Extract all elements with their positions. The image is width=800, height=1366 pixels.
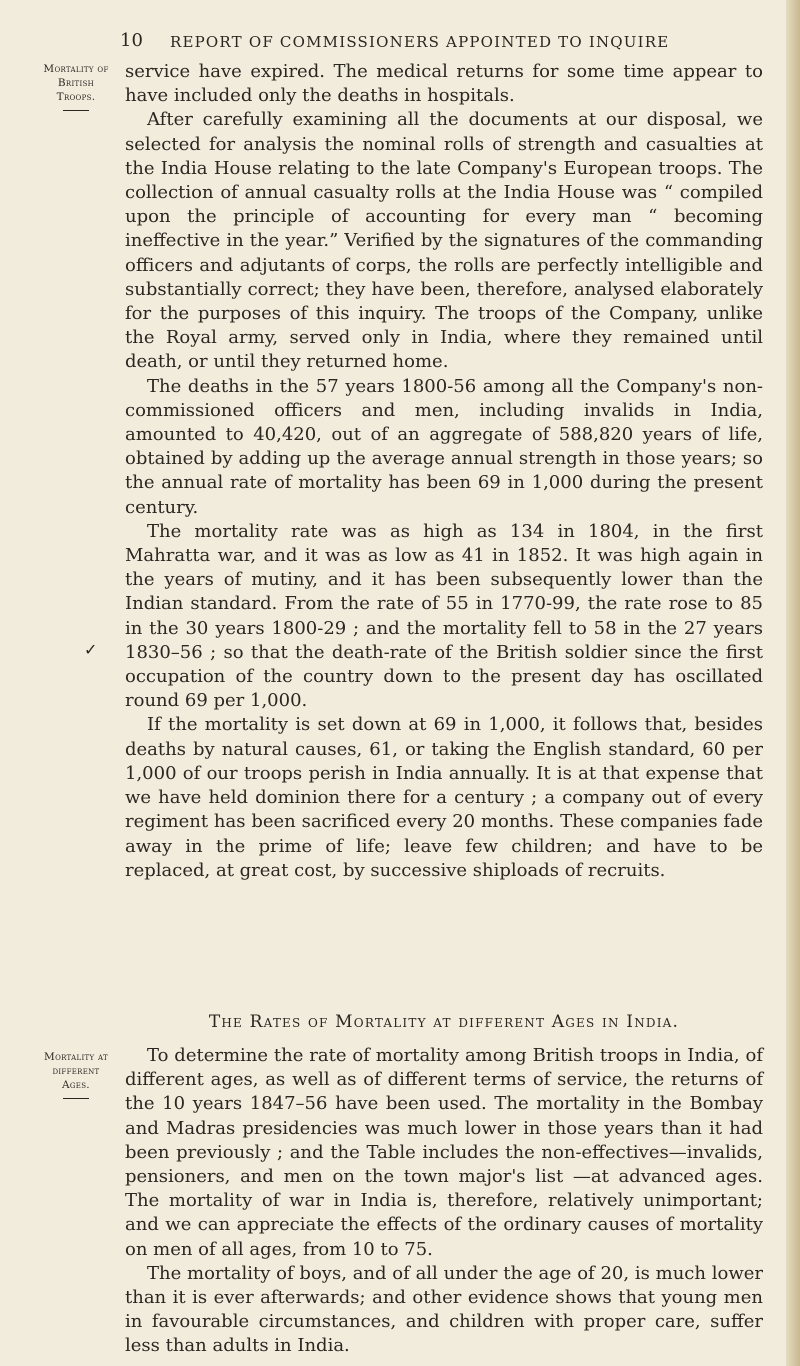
margin-note-different-ages xyxy=(40,1050,112,1099)
body-text-top xyxy=(125,60,763,883)
margin-rule xyxy=(63,1098,89,1099)
margin-note-text: Mortality of British Troops. xyxy=(43,63,109,103)
paragraph: To determine the rate of mortality among British troops in India, of different ages, as well as of different terms of service, the returns of the 10 years 1847–56 have been used. The mortality in the Bombay and Madras presidencies was much lower in those years than it had been previously ; and the Table includes the non-effectives—invalids, pensioners, and men on the town major's list —at advanced ages. The mortality of war in India is, therefore, relatively unimportant; and we can appreciate the effects of the ordinary causes of mortality on men of all ages, from 10 to 75. xyxy=(125,1045,763,1260)
paragraph: service have expired. The medical returns for some time appear to have included only the deaths in hospitals. xyxy=(125,61,763,107)
margin-note-british-troops xyxy=(40,62,112,111)
running-title: REPORT OF COMMISSIONERS APPOINTED TO INQUIRE xyxy=(170,33,670,51)
paragraph: The mortality rate was as high as 134 in 1804, in the first Mahratta war, and it was as low as 41 in 1852. It was high again in the years of mutiny, and it has been subsequently lower than the Indian standard. From the rate of 55 in 1770-99, the rate rose to 85 in the 30 years 1800-29 ; and the mortality fell to 58 in the 27 years 1830–56 ; so that the death-rate of the British soldier since the first occupation of the country down to the present day has oscillated round 69 per 1,000. xyxy=(125,520,763,712)
check-mark-icon: ✓ xyxy=(84,640,98,659)
paragraph: The mortality of boys, and of all under the age of 20, is much lower than it is ever afterwards; and other evidence shows that young men in favourable circumstances, and children with proper care, suffer less than adults in India. xyxy=(125,1262,763,1357)
section-heading: The Rates of Mortality at different Ages in India. xyxy=(208,1012,680,1032)
body-text-bottom xyxy=(125,1044,763,1359)
paragraph: The deaths in the 57 years 1800-56 among all the Company's non-commissioned officers and men, including invalids in India, amounted to 40,420, out of an aggregate of 588,820 years of life, obtained by adding up the average annual strength in those years; so the annual rate of mortality has been 69 in 1,000 during the present century. xyxy=(125,375,763,518)
margin-rule xyxy=(63,110,89,111)
page-edge xyxy=(786,0,800,1366)
margin-note-text: Mortality at different Ages. xyxy=(44,1051,108,1091)
page-number: 10 xyxy=(120,30,143,51)
paragraph: If the mortality is set down at 69 in 1,000, it follows that, besides deaths by natural causes, 61, or taking the English standard, 60 per 1,000 of our troops perish in India annually. It is at that expense that we have held dominion there for a century ; a company out of every regiment has been sacrificed every 20 months. These companies fade away in the prime of life; leave few children; and have to be replaced, at great cost, by successive shiploads of recruits. xyxy=(125,714,763,881)
paragraph: After carefully examining all the documents at our disposal, we selected for analysis the nominal rolls of strength and casualties at the India House relating to the late Company's European troops. The collection of annual casualty rolls at the India House was “ compiled upon the principle of accounting for every man “ becoming ineffective in the year.” Verified by the signatures of the commanding officers and adjutants of corps, the rolls are perfectly intelligible and substantially correct; they have been, therefore, analysed elaborately for the purposes of this inquiry. The troops of the Company, unlike the Royal army, served only in India, where they remained until death, or until they returned home. xyxy=(125,109,763,373)
